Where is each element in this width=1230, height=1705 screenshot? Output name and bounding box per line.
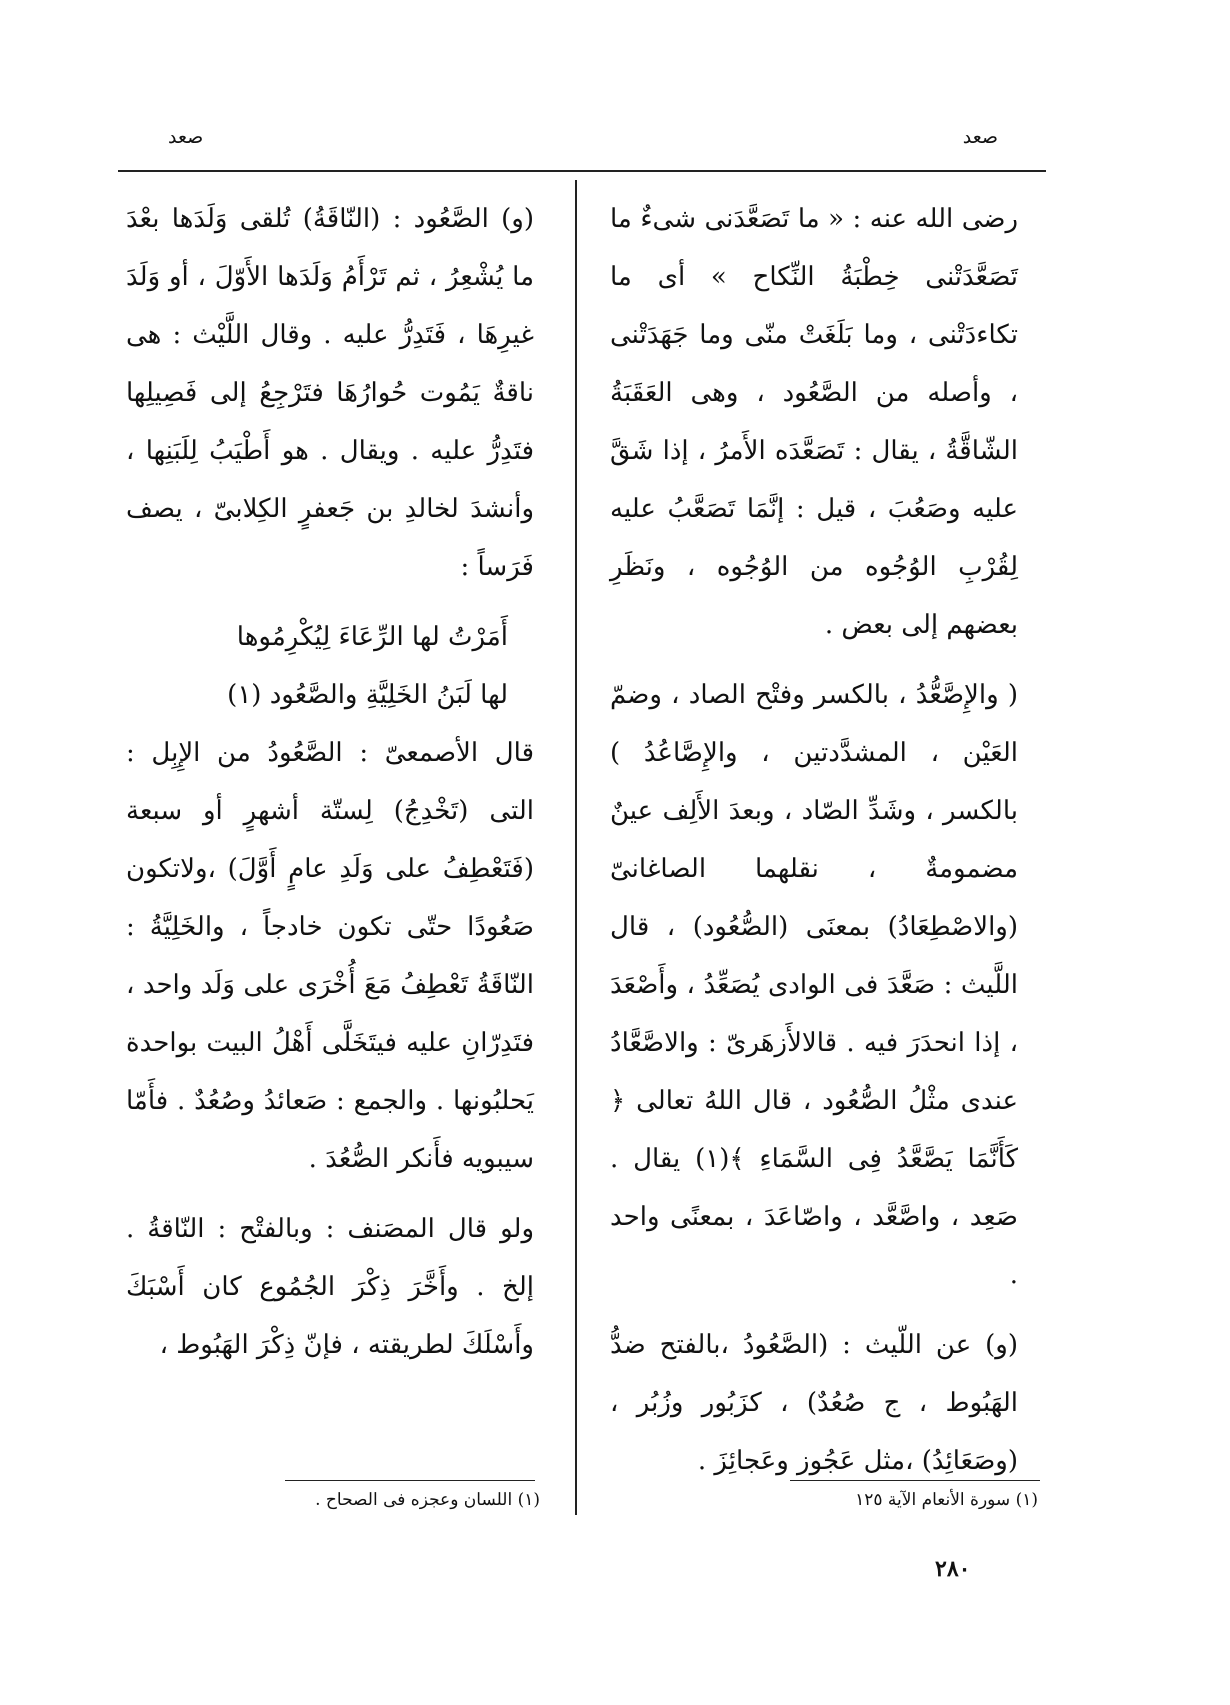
- verse-line: لها لَبَنُ الخَلِيَّةِ والصَّعُود (١): [227, 680, 508, 710]
- paragraph: (و) الصَّعُود : (النّاقَةُ) تُلقى وَلَدَها بعْدَ ما يُشْعِرُ ، ثم تَرْأَمُ وَلَدَها الأَوّلَ ، أو وَلَدَ غيرِهَا ، فَتَدِرُّ عليه . وقال اللَّيْث : هى ناقةٌ يَمُوت حُوارُهَا فتَرْجِعُ إلى فَصِيلِها فتَدِرُّ عليه . ويقال . هو أَطْيَبُ لِلَبَنِها ، وأنشدَ لخالدِ بن جَعفرٍ الكِلابىّ ، يصف فَرَساً :: [126, 204, 534, 582]
- paragraph: ولو قال المصَنف : وبالفتْح : النّاقةُ . إلخ . وأَخَّرَ ذِكْرَ الجُمُوع كان أَسْبَكَ وأَسْلَكَ لطريقته ، فإنّ ذِكْرَ الهَبُوط ،: [126, 1214, 534, 1360]
- paragraph: قال الأصمعىّ : الصَّعُودُ من الإِبِل : التى (تَخْدِجُ) لِستّة أشهرٍ أو سبعة (فَتَعْطِفُ على وَلَدِ عامٍ أَوَّلَ) ،ولاتكون صَعُودًا حتّى تكون خادجاً ، والخَلِيَّةُ : النّاقَةُ تَعْطِفُ مَعَ أُخْرَى على وَلَد واحد ، فتَدِرّانِ عليه فيتَخَلَّى أَهْلُ البيت بواحدة يَحلبُونها . والجمع : صَعائدُ وصُعُدٌ . فأَمّا سيبويه فأَنكر الصُّعُدَ .: [126, 738, 534, 1174]
- column-divider: [575, 180, 577, 1515]
- page-number: ٢٨٠: [935, 1556, 971, 1582]
- running-head-right: صعد: [962, 126, 998, 148]
- paragraph: ( والإِصَّعُّدُ ، بالكسر وفتْح الصاد ، وضمّ العَيْن ، المشدَّدتين ، والإِصَّاعُدُ ) بالكسر ، وشَدِّ الصّاد ، وبعدَ الأَلِف عينٌ مضمومةٌ ، نقلهما الصاغانىّ (والاصْطِعَادُ) بمعنَى (الصُّعُود) ، قال اللَّيث : صَعَّدَ فى الوادى يُصَعِّدُ ، وأَصْعَدَ ، إذا انحدَرَ فيه . قالالأَزهَرىّ : والاصَّعَّادُ عندى مثْلُ الصُّعُود ، قال اللهُ تعالى ﴿ كَأَنَّمَا يَصَّعَّدُ فِى السَّمَاءِ ﴾(١) يقال . صَعِد ، واصَّعَّد ، واصّاعَدَ ، بمعنًى واحد .: [610, 680, 1018, 1290]
- running-head-left: صعد: [168, 126, 204, 148]
- footnote-rule-right: [790, 1480, 1040, 1481]
- footnote-right: (١) سورة الأنعام الآية ١٢٥: [855, 1490, 1038, 1510]
- paragraph: رضى الله عنه : « ما تَصَعَّدَنى شىءٌ ما تَصَعَّدَتْنى خِطْبَةُ النِّكاح » أى ما تكاءدَتْنى ، وما بَلَغَتْ منّى وما جَهَدَتْنى ، وأصله من الصَّعُود ، وهى العَقَبَةُ الشّاقَّةُ ، يقال : تَصَعَّدَه الأَمرُ ، إذا شَقَّ عليه وصَعُبَ ، قيل : إنَّمَا تَصَعَّبُ عليه لِقُرْبِ الوُجُوه من الوُجُوه ، ونَظَرِ بعضهم إلى بعض .: [610, 204, 1018, 640]
- footnote-left: (١) اللسان وعجزه فى الصحاح .: [315, 1490, 540, 1510]
- footnote-rule-left: [285, 1480, 535, 1481]
- right-column: [610, 190, 1018, 1502]
- header-rule: [118, 170, 1046, 172]
- left-column: [126, 190, 534, 1386]
- paragraph: (و) عن اللّيث : (الصَّعُودُ ،بالفتح ضدُّ الهَبُوط ، ج صُعُدٌ) ، كزَبُور وزُبُر ، (وصَعَائِدُ) ،مثل عَجُوز وعَجائِزَ .: [610, 1330, 1018, 1476]
- poetry-verse: [126, 608, 534, 724]
- verse-line: أَمَرْتُ لها الرِّعَاءَ لِيُكْرِمُوها: [236, 622, 508, 652]
